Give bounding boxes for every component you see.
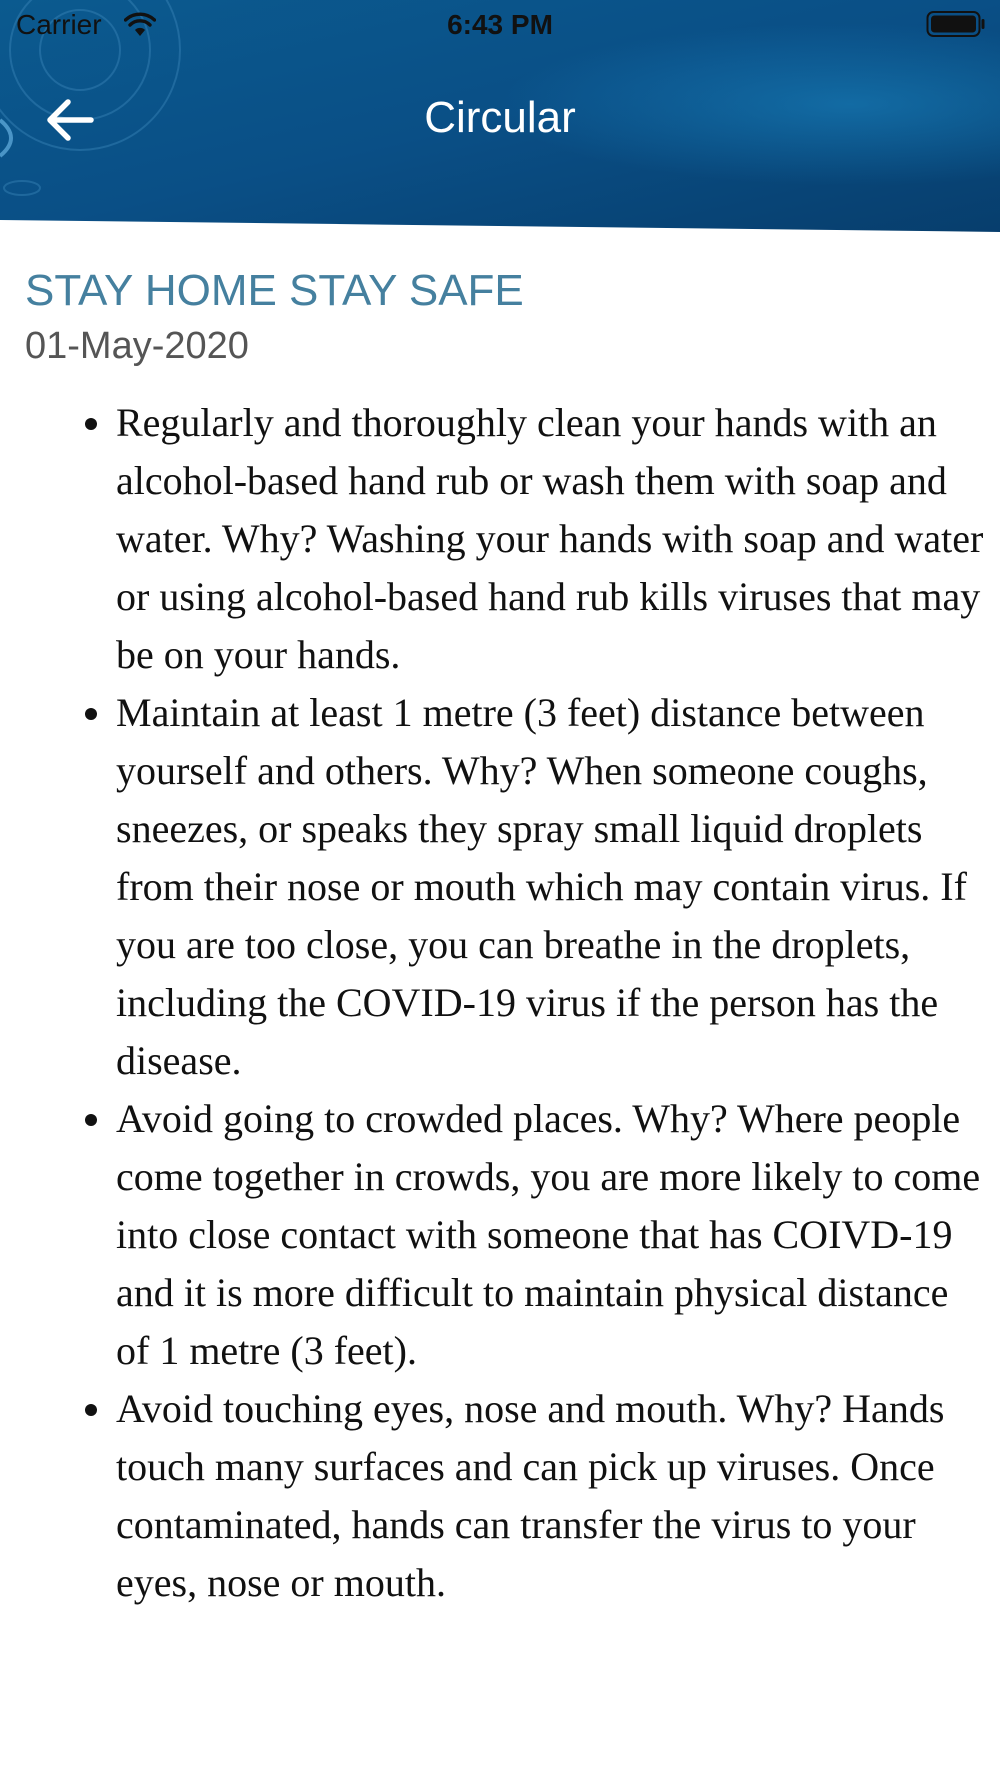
- status-bar: [0, 0, 1000, 50]
- status-time: 6:43 PM: [447, 9, 553, 40]
- page-title: Circular: [424, 93, 576, 142]
- circular-title: STAY HOME STAY SAFE: [25, 266, 524, 315]
- app-header: [0, 0, 1000, 240]
- circular-body-list: [0, 394, 990, 1612]
- list-item: • Avoid touching eyes, nose and mouth. Why? Hands touch many surfaces and can pick up viruses. Once contaminated, hands can transfer the virus to your eyes, nose or mouth.: [116, 1380, 990, 1612]
- list-item: • Maintain at least 1 metre (3 feet) distance between yourself and others. Why? When someone coughs, sneezes, or speaks they spray small liquid droplets from their nose or mouth which may contain virus. If you are too close, you can breathe in the droplets, including the COVID-19 virus if the person has the disease.: [116, 684, 990, 1090]
- battery-icon: [926, 10, 986, 38]
- circular-content: [0, 262, 1000, 1778]
- circular-date: 01-May-2020: [25, 325, 249, 367]
- list-item: • Regularly and thoroughly clean your hands with an alcohol-based hand rub or wash them with soap and water. Why? Washing your hands with soap and water or using alcohol-based hand rub kills viruses that may be on your hands.: [116, 394, 990, 684]
- carrier-label: Carrier: [16, 9, 102, 40]
- list-item: • Avoid going to crowded places. Why? Where people come together in crowds, you are more likely to come into close contact with someone that has COIVD-19 and it is more difficult to maintain physical distance of 1 metre (3 feet).: [116, 1090, 990, 1380]
